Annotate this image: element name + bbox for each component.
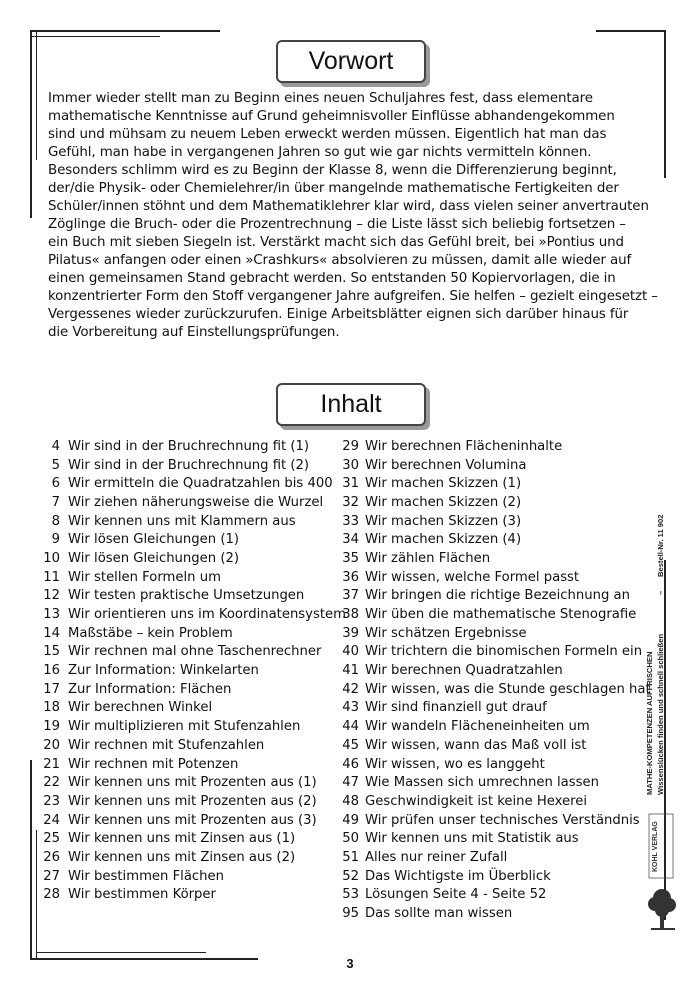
toc-page-number: 95 xyxy=(342,906,359,922)
toc-entry xyxy=(339,643,651,662)
side-meta xyxy=(643,514,700,820)
side-subtitle: Wissenslücken finden und schnell schließen xyxy=(656,633,665,795)
vorwort-paragraph xyxy=(48,90,663,342)
toc-title: Wir stellen Formeln um xyxy=(68,569,221,585)
toc-title: Wir rechnen mit Potenzen xyxy=(68,756,239,772)
toc-page-number: 35 xyxy=(342,550,359,566)
toc-page-number: 9 xyxy=(51,532,60,548)
toc-page-number: 18 xyxy=(43,700,60,716)
publisher-name: KOHL VERLAG xyxy=(652,821,659,872)
toc-page-number: 33 xyxy=(342,513,359,529)
toc-entry xyxy=(36,624,346,643)
toc-entry xyxy=(36,848,346,867)
vorwort-line: Vergessenes wieder zurückzurufen. Einige Arbeitsblätter eignen sich darüber hinaus für xyxy=(48,307,629,322)
toc-entry xyxy=(339,530,651,549)
toc-entry xyxy=(339,829,651,848)
toc-title: Wir ermitteln die Quadratzahlen bis 400 xyxy=(68,476,333,492)
toc-page-number: 52 xyxy=(342,868,359,884)
toc-entry xyxy=(339,568,651,587)
toc-page-number: 12 xyxy=(43,588,60,604)
toc-page-number: 32 xyxy=(342,494,359,510)
toc-page-number: 37 xyxy=(342,588,359,604)
toc-entry xyxy=(339,811,651,830)
toc-page-number: 17 xyxy=(43,681,60,697)
vorwort-line: der/die Physik- oder Chemielehrer/in über mangelnde mathematische Fertigkeiten der xyxy=(48,181,619,196)
toc-page-number: 27 xyxy=(43,868,60,884)
toc-page-number: 4 xyxy=(51,438,60,454)
toc-entry xyxy=(36,437,346,456)
frame-top-horizontal xyxy=(30,30,220,32)
toc-left-column xyxy=(36,437,346,904)
toc-entry xyxy=(36,643,346,662)
toc-entry xyxy=(36,773,346,792)
toc-title: Das sollte man wissen xyxy=(365,906,513,922)
toc-entry xyxy=(36,886,346,905)
toc-entry xyxy=(339,792,651,811)
toc-entry xyxy=(339,437,651,456)
toc-entry xyxy=(339,474,651,493)
frame-right-horizontal xyxy=(596,30,666,32)
toc-title: Lösungen Seite 4 - Seite 52 xyxy=(365,887,547,903)
tree-icon xyxy=(648,889,676,930)
toc-title: Wir ziehen näherungsweise die Wurzel xyxy=(68,494,324,510)
side-order-number: Bestell-Nr. 11 902 xyxy=(656,514,665,577)
toc-title: Wir lösen Gleichungen (1) xyxy=(68,532,239,548)
toc-page-number: 6 xyxy=(51,476,60,492)
toc-entry xyxy=(36,474,346,493)
toc-title: Wir testen praktische Umsetzungen xyxy=(68,588,305,604)
toc-page-number: 5 xyxy=(51,457,60,473)
toc-entry xyxy=(36,717,346,736)
toc-entry xyxy=(36,811,346,830)
toc-title: Wir orientieren uns im Koordinatensystem xyxy=(68,607,346,623)
toc-entry xyxy=(339,736,651,755)
toc-page-number: 34 xyxy=(342,532,359,548)
vorwort-heading: Vorwort xyxy=(276,40,426,83)
frame-bottom-horizontal xyxy=(30,958,258,960)
toc-page-number: 19 xyxy=(43,719,60,735)
toc-page-number: 15 xyxy=(43,644,60,660)
vorwort-line: einen gemeinsamen Stand gebracht werden. So entstanden 50 Kopiervorlagen, die in xyxy=(48,271,616,286)
vorwort-line: Gefühl, man habe in vergangenen Jahren so gut wie gar nichts vermitteln können. xyxy=(48,145,592,160)
toc-page-number: 45 xyxy=(342,737,359,753)
frame-bottom-horizontal-inner xyxy=(36,952,206,953)
toc-title: Wir schätzen Ergebnisse xyxy=(365,625,527,641)
toc-page-number: 47 xyxy=(342,775,359,791)
toc-title: Wir sind in der Bruchrechnung fit (2) xyxy=(68,457,310,473)
toc-page-number: 11 xyxy=(43,569,60,585)
vorwort-line: konzentrierter Form den Stoff vergangener Jahre aufgreifen. Sie helfen – gezielt eingesetzt – xyxy=(48,289,658,304)
side-separator: – xyxy=(656,590,665,595)
toc-title: Alles nur reiner Zufall xyxy=(365,849,508,865)
vorwort-line: die Vorbereitung auf Einstellungsprüfungen. xyxy=(48,325,340,340)
publisher-logo xyxy=(641,810,691,940)
toc-title: Wir multiplizieren mit Stufenzahlen xyxy=(68,719,301,735)
toc-page-number: 42 xyxy=(342,681,359,697)
toc-page-number: 22 xyxy=(43,775,60,791)
toc-entry xyxy=(339,717,651,736)
toc-page-number: 13 xyxy=(43,607,60,623)
toc-entry xyxy=(339,605,651,624)
toc-entry xyxy=(339,755,651,774)
toc-entry xyxy=(339,587,651,606)
toc-page-number: 14 xyxy=(43,625,60,641)
toc-page-number: 23 xyxy=(43,793,60,809)
vorwort-line: Pilatus« anfangen oder einen »Crashkurs« absolvieren zu müssen, damit alle wieder auf xyxy=(48,253,632,268)
toc-page-number: 21 xyxy=(43,756,60,772)
toc-title: Wie Massen sich umrechnen lassen xyxy=(365,775,599,791)
frame-top-horizontal-inner xyxy=(30,36,160,37)
toc-page-number: 25 xyxy=(43,831,60,847)
toc-entry xyxy=(339,456,651,475)
toc-title: Wir berechnen Quadratzahlen xyxy=(365,663,563,679)
toc-title: Wir berechnen Winkel xyxy=(68,700,213,716)
toc-title: Wir trichtern die binomischen Formeln ein xyxy=(365,644,643,660)
toc-title: Wir wandeln Flächeneinheiten um xyxy=(365,719,590,735)
toc-entry xyxy=(36,568,346,587)
toc-entry xyxy=(339,661,651,680)
toc-entry xyxy=(36,699,346,718)
toc-title: Wir wissen, welche Formel passt xyxy=(365,569,580,585)
toc-entry xyxy=(36,755,346,774)
toc-title: Zur Information: Winkelarten xyxy=(68,663,259,679)
toc-entry xyxy=(339,773,651,792)
toc-entry xyxy=(36,867,346,886)
toc-entry xyxy=(36,661,346,680)
toc-title: Wir kennen uns mit Prozenten aus (1) xyxy=(68,775,317,791)
toc-page-number: 50 xyxy=(342,831,359,847)
toc-page-number: 38 xyxy=(342,607,359,623)
toc-entry xyxy=(36,736,346,755)
toc-entry xyxy=(36,530,346,549)
toc-entry xyxy=(339,493,651,512)
toc-entry xyxy=(339,512,651,531)
toc-entry xyxy=(339,867,651,886)
toc-entry xyxy=(36,456,346,475)
toc-title: Maßstäbe – kein Problem xyxy=(68,625,233,641)
toc-title: Wir rechnen mit Stufenzahlen xyxy=(68,737,265,753)
toc-title: Wir kennen uns mit Zinsen aus (2) xyxy=(68,849,296,865)
toc-page-number: 40 xyxy=(342,644,359,660)
toc-page-number: 30 xyxy=(342,457,359,473)
toc-entry xyxy=(36,587,346,606)
toc-page-number: 8 xyxy=(51,513,60,529)
toc-title: Wir wissen, wo es langgeht xyxy=(365,756,545,772)
toc-page-number: 41 xyxy=(342,663,359,679)
toc-page-number: 51 xyxy=(342,849,359,865)
toc-page-number: 43 xyxy=(342,700,359,716)
toc-entry xyxy=(339,624,651,643)
toc-title: Wir lösen Gleichungen (2) xyxy=(68,550,239,566)
toc-title: Wir machen Skizzen (4) xyxy=(365,532,522,548)
toc-title: Wir berechnen Volumina xyxy=(365,457,527,473)
toc-title: Wir sind finanziell gut drauf xyxy=(365,700,547,716)
toc-entry xyxy=(339,549,651,568)
frame-top-line-inner xyxy=(36,30,37,160)
toc-entry xyxy=(36,605,346,624)
toc-title: Wir zählen Flächen xyxy=(365,550,491,566)
toc-page-number: 26 xyxy=(43,849,60,865)
page-number: 3 xyxy=(346,956,354,971)
vorwort-line: Schüler/innen stöhnt und dem Mathematiklehrer klar wird, dass vielen seiner anvertrauten xyxy=(48,199,649,214)
toc-title: Wir bringen die richtige Bezeichnung an xyxy=(365,588,630,604)
toc-title: Geschwindigkeit ist keine Hexerei xyxy=(365,793,588,809)
toc-title: Wir rechnen mal ohne Taschenrechner xyxy=(68,644,322,660)
toc-entry xyxy=(36,549,346,568)
toc-entry xyxy=(36,680,346,699)
toc-page-number: 28 xyxy=(43,887,60,903)
side-series-title: MATHE-KOMPETENZEN AUFFRISCHEN xyxy=(645,651,654,795)
frame-top-line xyxy=(30,30,32,218)
vorwort-line: ein Buch mit sieben Siegeln ist. Verstärkt macht sich das Gefühl breit, bei »Pontius und xyxy=(48,235,624,250)
toc-entry xyxy=(339,848,651,867)
toc-title: Wir bestimmen Flächen xyxy=(68,868,224,884)
toc-title: Wir kennen uns mit Zinsen aus (1) xyxy=(68,831,296,847)
toc-page-number: 39 xyxy=(342,625,359,641)
toc-title: Wir machen Skizzen (1) xyxy=(365,476,522,492)
toc-title: Wir machen Skizzen (3) xyxy=(365,513,522,529)
vorwort-line: mathematische Kenntnisse auf Grund geheimnisvoller Einflüsse abhandengekommen xyxy=(48,109,615,124)
toc-page-number: 16 xyxy=(43,663,60,679)
toc-page-number: 48 xyxy=(342,793,359,809)
toc-entry xyxy=(339,886,651,905)
frame-bottom-left-vertical xyxy=(30,760,32,960)
toc-page-number: 36 xyxy=(342,569,359,585)
frame-right-vertical xyxy=(664,30,666,178)
toc-title: Wir prüfen unser technisches Verständnis xyxy=(365,812,640,828)
kohl-verlag-logo-icon xyxy=(641,810,691,940)
toc-right-column xyxy=(339,437,651,923)
toc-page-number: 53 xyxy=(342,887,359,903)
toc-entry xyxy=(36,493,346,512)
vorwort-line: Besonders schlimm wird es zu Beginn der Klasse 8, wenn die Differenzierung beginnt, xyxy=(48,163,617,178)
toc-title: Wir wissen, was die Stunde geschlagen hat xyxy=(365,681,651,697)
toc-page-number: 44 xyxy=(342,719,359,735)
toc-page-number: 49 xyxy=(342,812,359,828)
toc-page-number: 31 xyxy=(342,476,359,492)
toc-title: Wir kennen uns mit Prozenten aus (2) xyxy=(68,793,317,809)
toc-entry xyxy=(36,829,346,848)
toc-entry xyxy=(339,904,651,923)
toc-page-number: 7 xyxy=(51,494,60,510)
toc-title: Wir kennen uns mit Klammern aus xyxy=(68,513,296,529)
toc-title: Wir berechnen Flächeninhalte xyxy=(365,438,563,454)
vorwort-line: Immer wieder stellt man zu Beginn eines neuen Schuljahres fest, dass elementare xyxy=(48,91,593,106)
toc-title: Wir bestimmen Körper xyxy=(68,887,216,903)
toc-title: Wir kennen uns mit Prozenten aus (3) xyxy=(68,812,317,828)
toc-title: Wir üben die mathematische Stenografie xyxy=(365,607,637,623)
toc-entry xyxy=(339,680,651,699)
vorwort-line: sind und mühsam zu neuem Leben erweckt werden müssen. Eigentlich hat man das xyxy=(48,127,607,142)
toc-page-number: 20 xyxy=(43,737,60,753)
inhalt-heading: Inhalt xyxy=(276,383,426,426)
toc-title: Das Wichtigste im Überblick xyxy=(365,868,551,884)
toc-page-number: 29 xyxy=(342,438,359,454)
toc-title: Zur Information: Flächen xyxy=(68,681,232,697)
toc-page-number: 46 xyxy=(342,756,359,772)
toc-entry xyxy=(339,699,651,718)
toc-title: Wir wissen, wann das Maß voll ist xyxy=(365,737,587,753)
toc-title: Wir machen Skizzen (2) xyxy=(365,494,522,510)
toc-page-number: 10 xyxy=(43,550,60,566)
toc-entry xyxy=(36,512,346,531)
toc-page-number: 24 xyxy=(43,812,60,828)
toc-title: Wir sind in der Bruchrechnung fit (1) xyxy=(68,438,310,454)
vorwort-line: Zöglinge die Bruch- oder die Prozentrechnung – die Liste lässt sich beliebig fortsetzen – xyxy=(48,217,626,232)
toc-title: Wir kennen uns mit Statistik aus xyxy=(365,831,579,847)
toc-entry xyxy=(36,792,346,811)
